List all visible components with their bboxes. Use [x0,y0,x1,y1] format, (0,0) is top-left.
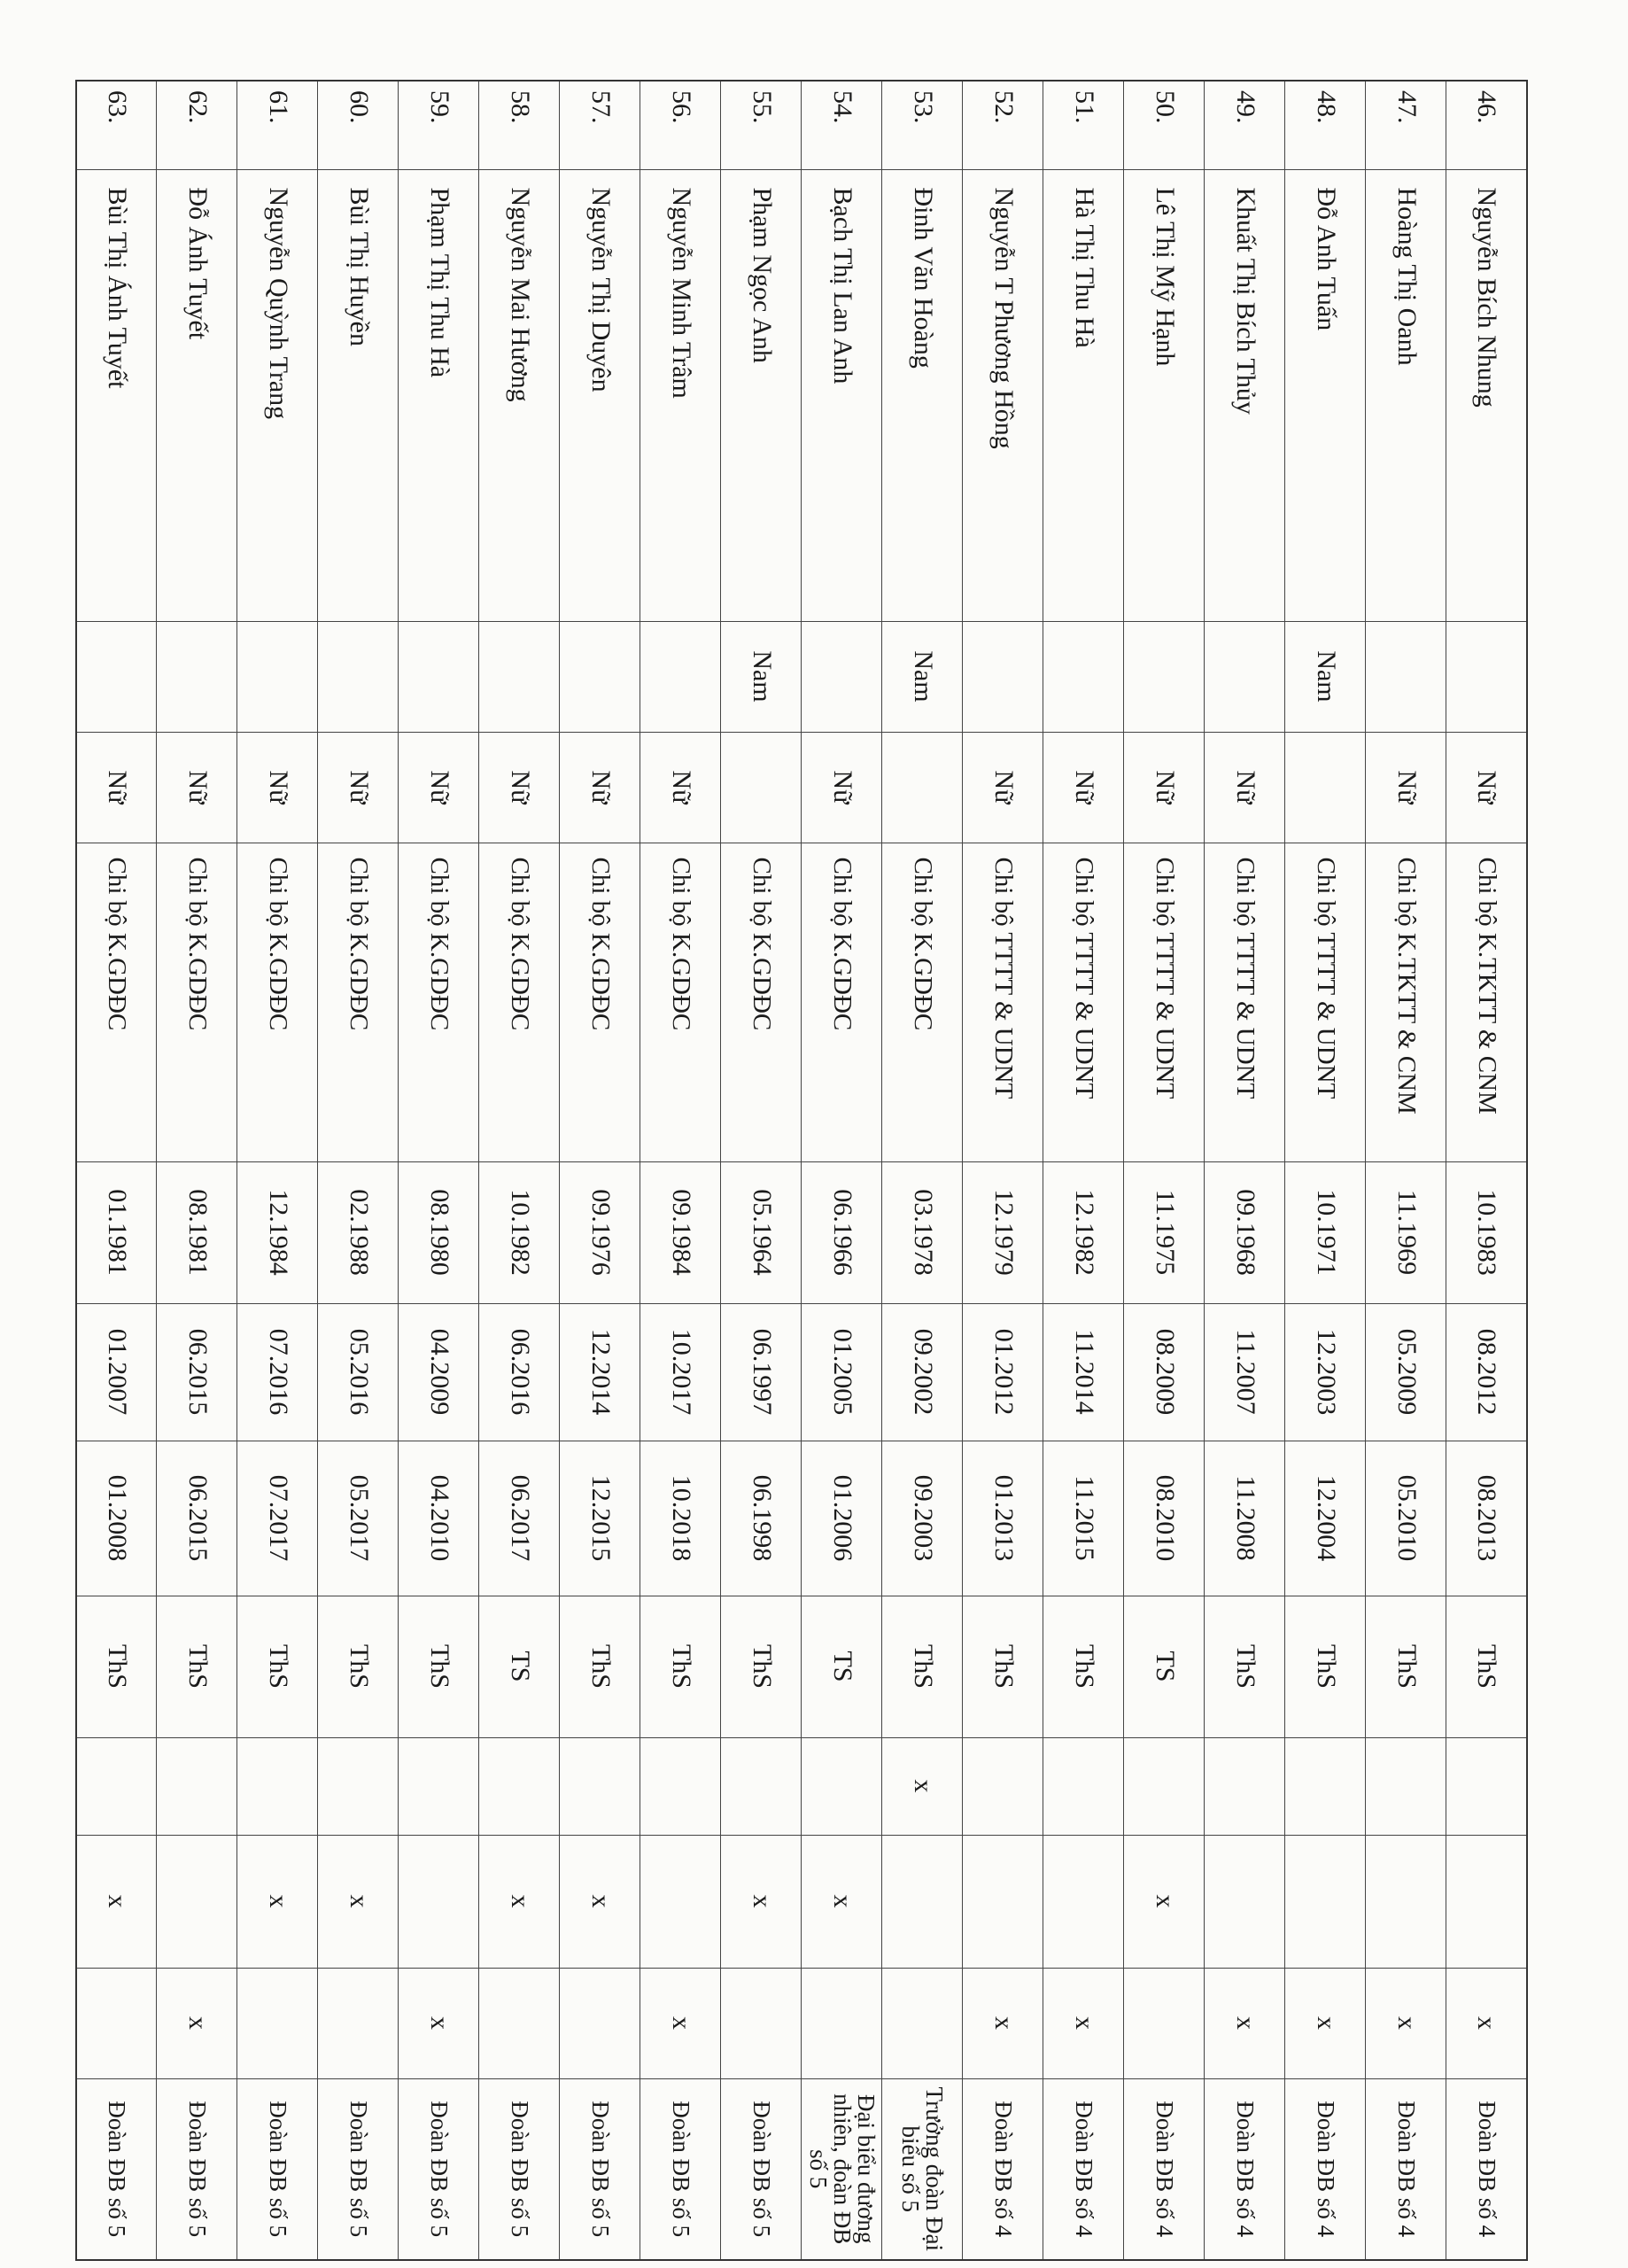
gender-male [1043,621,1124,732]
table-row [640,81,721,2260]
gender-female: Nữ [1124,732,1205,843]
birth-date: 03.1978 [882,1161,963,1303]
delegate-name: Phạm Ngọc Anh [721,169,802,621]
delegate-name: Khuất Thị Bích Thủy [1205,169,1285,621]
mark-column-2: x [479,1835,560,1968]
party-cell: Chi bộ TTTT & UDNT [1285,843,1366,1161]
delegate-name: Nguyễn Thị Duyên [560,169,640,621]
mark-column-3 [560,1968,640,2078]
table-row [76,81,157,2260]
mark-column-2 [399,1835,479,1968]
official-member-date: 12.2004 [1285,1441,1366,1596]
delegation-note: Trưởng đoàn Đại biểu số 5 [882,2078,963,2260]
degree: ThS [1446,1596,1527,1737]
party-cell: Chi bộ K.TKTT & CNM [1446,843,1527,1161]
degree: ThS [882,1596,963,1737]
gender-female: Nữ [640,732,721,843]
delegate-name: Phạm Thị Thu Hà [399,169,479,621]
delegation-note: Đoàn ĐB số 5 [76,2078,157,2260]
party-cell: Chi bộ K.GDĐC [479,843,560,1161]
table-row [1366,81,1446,2260]
mark-column-1 [640,1737,721,1835]
party-cell: Chi bộ K.GDĐC [237,843,318,1161]
mark-column-2 [1043,1835,1124,1968]
row-number: 63. [76,81,157,169]
party-cell: Chi bộ K.GDĐC [399,843,479,1161]
mark-column-1 [802,1737,882,1835]
party-cell: Chi bộ K.GDĐC [640,843,721,1161]
party-cell: Chi bộ K.GDĐC [802,843,882,1161]
official-member-date: 10.2018 [640,1441,721,1596]
degree: ThS [237,1596,318,1737]
party-cell: Chi bộ K.GDĐC [721,843,802,1161]
gender-male [1124,621,1205,732]
delegate-name: Nguyễn Mai Hương [479,169,560,621]
table-row [479,81,560,2260]
gender-male [399,621,479,732]
mark-column-3: x [399,1968,479,2078]
gender-female: Nữ [802,732,882,843]
delegate-table-body [76,81,1527,2260]
table-row [1205,81,1285,2260]
mark-column-2 [1446,1835,1527,1968]
party-cell: Chi bộ TTTT & UDNT [1205,843,1285,1161]
mark-column-2 [640,1835,721,1968]
gender-female: Nữ [1446,732,1527,843]
mark-column-3 [882,1968,963,2078]
party-join-date: 06.2016 [479,1303,560,1441]
mark-column-1 [963,1737,1043,1835]
delegate-name: Bạch Thị Lan Anh [802,169,882,621]
mark-column-3: x [1446,1968,1527,2078]
mark-column-3: x [1043,1968,1124,2078]
delegate-table [75,80,1528,2261]
gender-male [1366,621,1446,732]
birth-date: 10.1971 [1285,1161,1366,1303]
degree: TS [802,1596,882,1737]
official-member-date: 11.2008 [1205,1441,1285,1596]
delegation-note: Đoàn ĐB số 5 [237,2078,318,2260]
delegate-name: Bùi Thị Ánh Tuyết [76,169,157,621]
gender-male: Nam [721,621,802,732]
birth-date: 02.1988 [318,1161,399,1303]
mark-column-3: x [1366,1968,1446,2078]
official-member-date: 07.2017 [237,1441,318,1596]
gender-female: Nữ [479,732,560,843]
gender-male: Nam [882,621,963,732]
mark-column-3 [721,1968,802,2078]
row-number: 51. [1043,81,1124,169]
birth-date: 01.1981 [76,1161,157,1303]
party-cell: Chi bộ TTTT & UDNT [963,843,1043,1161]
party-cell: Chi bộ K.GDĐC [76,843,157,1161]
table-row [1124,81,1205,2260]
degree: ThS [1205,1596,1285,1737]
delegation-note: Đại biểu đương nhiên, đoàn ĐB số 5 [802,2078,882,2260]
birth-date: 12.1984 [237,1161,318,1303]
mark-column-3: x [1205,1968,1285,2078]
degree: ThS [1366,1596,1446,1737]
party-join-date: 05.2009 [1366,1303,1446,1441]
birth-date: 08.1981 [157,1161,237,1303]
row-number: 57. [560,81,640,169]
party-cell: Chi bộ TTTT & UDNT [1124,843,1205,1161]
row-number: 56. [640,81,721,169]
mark-column-1 [76,1737,157,1835]
row-number: 55. [721,81,802,169]
mark-column-1 [1446,1737,1527,1835]
birth-date: 09.1968 [1205,1161,1285,1303]
table-row [802,81,882,2260]
mark-column-3: x [1285,1968,1366,2078]
mark-column-2: x [1124,1835,1205,1968]
delegation-note: Đoàn ĐB số 4 [1043,2078,1124,2260]
delegate-name: Đỗ Anh Tuấn [1285,169,1366,621]
gender-male [76,621,157,732]
delegation-note: Đoàn ĐB số 4 [1446,2078,1527,2260]
official-member-date: 04.2010 [399,1441,479,1596]
birth-date: 06.1966 [802,1161,882,1303]
delegation-note: Đoàn ĐB số 5 [318,2078,399,2260]
row-number: 53. [882,81,963,169]
gender-female: Nữ [318,732,399,843]
table-row [399,81,479,2260]
birth-date: 11.1969 [1366,1161,1446,1303]
gender-male [479,621,560,732]
official-member-date: 06.2017 [479,1441,560,1596]
row-number: 46. [1446,81,1527,169]
official-member-date: 05.2010 [1366,1441,1446,1596]
degree: ThS [640,1596,721,1737]
gender-male [560,621,640,732]
degree: TS [479,1596,560,1737]
mark-column-1 [479,1737,560,1835]
mark-column-2: x [560,1835,640,1968]
mark-column-3 [318,1968,399,2078]
gender-female [1285,732,1366,843]
mark-column-3 [76,1968,157,2078]
row-number: 54. [802,81,882,169]
birth-date: 09.1984 [640,1161,721,1303]
delegation-note: Đoàn ĐB số 5 [157,2078,237,2260]
row-number: 48. [1285,81,1366,169]
birth-date: 09.1976 [560,1161,640,1303]
gender-female: Nữ [1205,732,1285,843]
delegate-name: Đinh Văn Hoàng [882,169,963,621]
delegation-note: Đoàn ĐB số 4 [1285,2078,1366,2260]
party-join-date: 06.2015 [157,1303,237,1441]
party-cell: Chi bộ K.GDĐC [157,843,237,1161]
party-join-date: 01.2012 [963,1303,1043,1441]
party-join-date: 05.2016 [318,1303,399,1441]
table-row [882,81,963,2260]
mark-column-3: x [157,1968,237,2078]
mark-column-1 [399,1737,479,1835]
delegate-name: Hà Thị Thu Hà [1043,169,1124,621]
row-number: 47. [1366,81,1446,169]
degree: TS [1124,1596,1205,1737]
table-row [157,81,237,2260]
row-number: 58. [479,81,560,169]
row-number: 50. [1124,81,1205,169]
degree: ThS [399,1596,479,1737]
table-row [963,81,1043,2260]
mark-column-1 [318,1737,399,1835]
gender-female: Nữ [963,732,1043,843]
gender-male: Nam [1285,621,1366,732]
row-number: 62. [157,81,237,169]
gender-female [721,732,802,843]
mark-column-1 [237,1737,318,1835]
delegation-note: Đoàn ĐB số 4 [1366,2078,1446,2260]
party-join-date: 11.2007 [1205,1303,1285,1441]
mark-column-2 [1205,1835,1285,1968]
birth-date: 10.1983 [1446,1161,1527,1303]
delegation-note: Đoàn ĐB số 5 [479,2078,560,2260]
party-join-date: 06.1997 [721,1303,802,1441]
party-cell: Chi bộ TTTT & UDNT [1043,843,1124,1161]
degree: ThS [76,1596,157,1737]
official-member-date: 01.2013 [963,1441,1043,1596]
delegate-name: Nguyễn Quỳnh Trang [237,169,318,621]
official-member-date: 06.1998 [721,1441,802,1596]
row-number: 52. [963,81,1043,169]
gender-male [1446,621,1527,732]
official-member-date: 08.2010 [1124,1441,1205,1596]
delegation-note: Đoàn ĐB số 4 [1124,2078,1205,2260]
mark-column-3: x [963,1968,1043,2078]
delegate-name: Bùi Thị Huyền [318,169,399,621]
table-row [1043,81,1124,2260]
row-number: 60. [318,81,399,169]
degree: ThS [1043,1596,1124,1737]
row-number: 49. [1205,81,1285,169]
delegation-note: Đoàn ĐB số 5 [560,2078,640,2260]
delegate-name: Nguyễn T Phương Hồng [963,169,1043,621]
party-join-date: 09.2002 [882,1303,963,1441]
gender-male [963,621,1043,732]
mark-column-2: x [76,1835,157,1968]
mark-column-1 [1366,1737,1446,1835]
gender-male [1205,621,1285,732]
party-cell: Chi bộ K.GDĐC [882,843,963,1161]
mark-column-2: x [318,1835,399,1968]
party-join-date: 08.2012 [1446,1303,1527,1441]
gender-male [640,621,721,732]
official-member-date: 06.2015 [157,1441,237,1596]
gender-female [882,732,963,843]
official-member-date: 01.2008 [76,1441,157,1596]
birth-date: 05.1964 [721,1161,802,1303]
gender-male [802,621,882,732]
party-join-date: 12.2014 [560,1303,640,1441]
delegate-name: Đỗ Ánh Tuyết [157,169,237,621]
delegate-name: Lê Thị Mỹ Hạnh [1124,169,1205,621]
mark-column-2 [1366,1835,1446,1968]
delegate-name: Nguyễn Bích Nhung [1446,169,1527,621]
gender-female: Nữ [76,732,157,843]
delegation-note: Đoàn ĐB số 4 [963,2078,1043,2260]
table-row [1446,81,1527,2260]
mark-column-3 [1124,1968,1205,2078]
degree: ThS [963,1596,1043,1737]
delegation-note: Đoàn ĐB số 5 [399,2078,479,2260]
gender-male [237,621,318,732]
party-join-date: 01.2007 [76,1303,157,1441]
delegation-note: Đoàn ĐB số 5 [721,2078,802,2260]
party-cell: Chi bộ K.GDĐC [318,843,399,1161]
delegation-note: Đoàn ĐB số 4 [1205,2078,1285,2260]
party-join-date: 04.2009 [399,1303,479,1441]
official-member-date: 12.2015 [560,1441,640,1596]
party-cell: Chi bộ K.TKTT & CNM [1366,843,1446,1161]
mark-column-2 [963,1835,1043,1968]
gender-female: Nữ [560,732,640,843]
mark-column-1 [1124,1737,1205,1835]
mark-column-1 [157,1737,237,1835]
birth-date: 08.1980 [399,1161,479,1303]
gender-female: Nữ [1043,732,1124,843]
party-join-date: 08.2009 [1124,1303,1205,1441]
gender-female: Nữ [399,732,479,843]
mark-column-2 [157,1835,237,1968]
table-row [1285,81,1366,2260]
gender-male [157,621,237,732]
party-cell: Chi bộ K.GDĐC [560,843,640,1161]
table-row [237,81,318,2260]
degree: ThS [721,1596,802,1737]
gender-female: Nữ [237,732,318,843]
mark-column-2: x [721,1835,802,1968]
mark-column-2 [1285,1835,1366,1968]
mark-column-1: x [882,1737,963,1835]
party-join-date: 07.2016 [237,1303,318,1441]
table-row [318,81,399,2260]
degree: ThS [1285,1596,1366,1737]
party-join-date: 10.2017 [640,1303,721,1441]
mark-column-3: x [640,1968,721,2078]
gender-male [318,621,399,732]
mark-column-3 [479,1968,560,2078]
delegate-list-sheet [75,80,1528,2259]
official-member-date: 08.2013 [1446,1441,1527,1596]
official-member-date: 01.2006 [802,1441,882,1596]
party-join-date: 01.2005 [802,1303,882,1441]
delegate-name: Nguyễn Minh Trâm [640,169,721,621]
official-member-date: 05.2017 [318,1441,399,1596]
degree: ThS [318,1596,399,1737]
mark-column-3 [237,1968,318,2078]
official-member-date: 11.2015 [1043,1441,1124,1596]
delegate-name: Hoàng Thị Oanh [1366,169,1446,621]
degree: ThS [157,1596,237,1737]
birth-date: 12.1982 [1043,1161,1124,1303]
row-number: 61. [237,81,318,169]
mark-column-1 [721,1737,802,1835]
mark-column-1 [1205,1737,1285,1835]
official-member-date: 09.2003 [882,1441,963,1596]
mark-column-2 [882,1835,963,1968]
party-join-date: 11.2014 [1043,1303,1124,1441]
delegation-note: Đoàn ĐB số 5 [640,2078,721,2260]
mark-column-1 [1285,1737,1366,1835]
mark-column-1 [560,1737,640,1835]
gender-female: Nữ [1366,732,1446,843]
mark-column-2: x [802,1835,882,1968]
degree: ThS [560,1596,640,1737]
mark-column-3 [802,1968,882,2078]
gender-female: Nữ [157,732,237,843]
row-number: 59. [399,81,479,169]
mark-column-1 [1043,1737,1124,1835]
table-row [560,81,640,2260]
table-row [721,81,802,2260]
birth-date: 10.1982 [479,1161,560,1303]
birth-date: 11.1975 [1124,1161,1205,1303]
mark-column-2: x [237,1835,318,1968]
birth-date: 12.1979 [963,1161,1043,1303]
party-join-date: 12.2003 [1285,1303,1366,1441]
